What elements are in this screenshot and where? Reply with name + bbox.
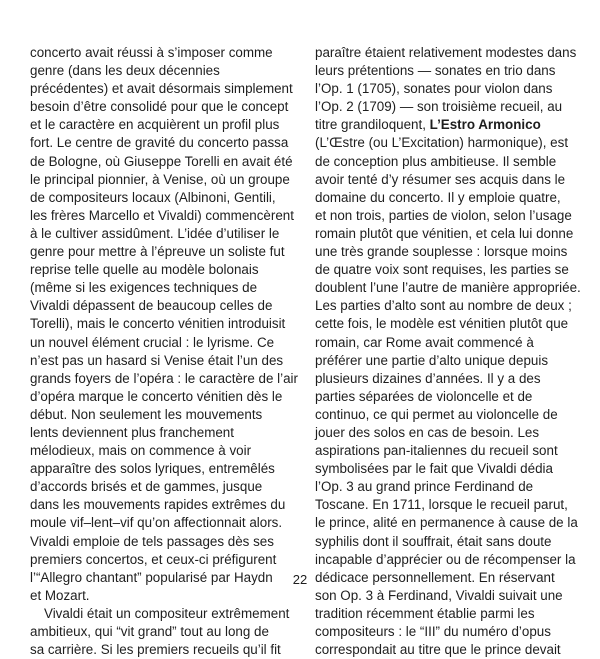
- text-line: (même si les exigences techniques de: [30, 280, 258, 296]
- text-line: jouer des solos en cas de besoin. Les: [315, 424, 540, 440]
- text-line: tradition récemment établie parmi les: [315, 605, 535, 621]
- text-line: Vivaldi dépassent de beaucoup celles de: [30, 298, 273, 314]
- text-line: Toscane. En 1711, lorsque le recueil parut,: [315, 497, 568, 513]
- text-line: l’Op. 1 (1705), sonates pour violon dans: [315, 81, 553, 97]
- text-line: moule vif–lent–vif qu’on affectionnait alors.: [30, 515, 283, 531]
- text-line: Vivaldi était un compositeur extrêmement: [44, 605, 290, 621]
- text-line: (L’Œstre (ou L’Excitation) harmonique), est: [315, 135, 569, 151]
- text-line: genre (dans les deux décennies: [30, 63, 220, 79]
- work-title: L’Estro Armonico: [429, 117, 541, 133]
- text-line: grands foyers de l’opéra : le caractère de l’air: [30, 370, 298, 386]
- text-line: et non trois, parties de violon, selon l’usage: [315, 207, 572, 223]
- text-line: correspondait au titre que le prince devait: [315, 642, 561, 658]
- text-line: lents deviennent plus franchement: [30, 424, 234, 440]
- text-line: premiers concertos, et ceux-ci préfigurent: [30, 551, 277, 567]
- text-line: dans les mouvements rapides extrêmes du: [30, 497, 286, 513]
- text-line: un nouvel élément crucial : le lyrisme. Ce: [30, 334, 275, 350]
- text-line: plusieurs dizaines d’années. Il y a des: [315, 370, 541, 386]
- page-number: 22: [292, 572, 308, 587]
- text-line: préférer une partie d’alto unique depuis: [315, 352, 549, 368]
- text-line: romain plutôt que vénitien, et cela lui donne: [315, 225, 574, 241]
- text-line: de quatre voix sont requises, les parties se: [315, 262, 569, 278]
- text-line: besoin d’être consolidé pour que le concept: [30, 99, 289, 115]
- text-line: ambitieux, qui “vit grand” tout au long de: [30, 624, 269, 639]
- text-line: leurs prétentions — sonates en trio dans: [315, 63, 556, 79]
- text-line: mélodieux, mais on commence à voir: [30, 443, 252, 459]
- text-line: concerto avait réussi à s’imposer comme: [30, 45, 273, 60]
- text-line: de Bologne, où Giuseppe Torelli en avait été: [30, 153, 293, 169]
- text-line: d’opéra marque le concerto vénitien dès le: [30, 388, 283, 404]
- text-line: symbolisées par le fait que Vivaldi dédia: [315, 461, 553, 477]
- text-line: dédicace personnellement. En réservant: [315, 569, 555, 585]
- text-line: paraître étaient relativement modestes dans: [315, 45, 577, 60]
- text-line: apparaître des solos lyriques, entremêlés: [30, 461, 275, 477]
- text-line: aspirations pan-italiennes du recueil sont: [315, 443, 558, 459]
- text-line: précédentes) et avait désormais simplement: [30, 81, 293, 97]
- right-text-column: [315, 44, 581, 659]
- text-line: une très grande souplesse : lorsque moins: [315, 244, 568, 260]
- text-line: de compositeurs locaux (Albinoni, Gentili,: [30, 189, 276, 205]
- text-line: l’Op. 3 au grand prince Ferdinand de: [315, 479, 534, 495]
- text-line: sa carrière. Si les premiers recueils qu’il fit: [30, 642, 281, 658]
- text-line: début. Non seulement les mouvements: [30, 406, 263, 422]
- text-line: Les parties d’alto sont au nombre de deux ;: [315, 298, 572, 314]
- text-line: et le caractère en acquièrent un profil plus: [30, 117, 280, 133]
- text-line: Torelli), mais le concerto vénitien introduisit: [30, 316, 286, 332]
- text-line: et Mozart.: [30, 587, 90, 603]
- text-line: doublent l’une l’autre de manière appropriée.: [315, 280, 581, 296]
- text-line: Vivaldi emploie de tels passages dès ses: [30, 533, 274, 549]
- text-line: d’accords brisés et de gammes, jusque: [30, 479, 263, 495]
- text-line: genre pour mettre à l’épreuve un soliste fut: [30, 244, 285, 260]
- title-line-prefix: titre grandiloquent,: [315, 117, 430, 133]
- text-line: compositeurs : le “III” du numéro d’opus: [315, 624, 551, 639]
- text-line: incapable d’apprécier ou de récompenser la: [315, 551, 576, 567]
- text-line: de conception plus ambitieuse. Il semble: [315, 153, 557, 169]
- text-line: romain, car Rome avait commencé à: [315, 334, 534, 350]
- text-line: l’Op. 2 (1709) — son troisième recueil, au: [315, 99, 563, 115]
- text-line: reprise telle quelle au modèle bolonais: [30, 262, 259, 278]
- text-line: n’est pas un hasard si Venise était l’un des: [30, 352, 284, 368]
- text-line: cette fois, le modèle est vénitien plutôt que: [315, 316, 569, 332]
- text-line: fort. Le centre de gravité du concerto passa: [30, 135, 289, 151]
- text-line: avoir tenté d’y résumer ses acquis dans le: [315, 171, 566, 187]
- left-text-column: [30, 44, 298, 659]
- text-line: parties séparées de violoncelle et de: [315, 388, 533, 404]
- text-line: le principal pionnier, à Venise, où un groupe: [30, 171, 290, 187]
- text-line: l’“Allegro chantant” popularisé par Haydn: [30, 569, 273, 585]
- text-line: à le cultiver assidûment. L’idée d’utiliser le: [30, 225, 280, 241]
- text-line: continuo, ce qui permet au violoncelle de: [315, 406, 558, 422]
- text-line: les frères Marcello et Vivaldi) commencèrent: [30, 207, 294, 223]
- text-line: domaine du concerto. Il y emploie quatre,: [315, 189, 561, 205]
- text-line: syphilis dont il souffrait, était sans doute: [315, 533, 552, 549]
- text-line: son Op. 3 à Ferdinand, Vivaldi suivait une: [315, 587, 563, 603]
- text-line-with-title: [315, 116, 577, 134]
- text-line: le prince, alité en permanence à cause de la: [315, 515, 578, 531]
